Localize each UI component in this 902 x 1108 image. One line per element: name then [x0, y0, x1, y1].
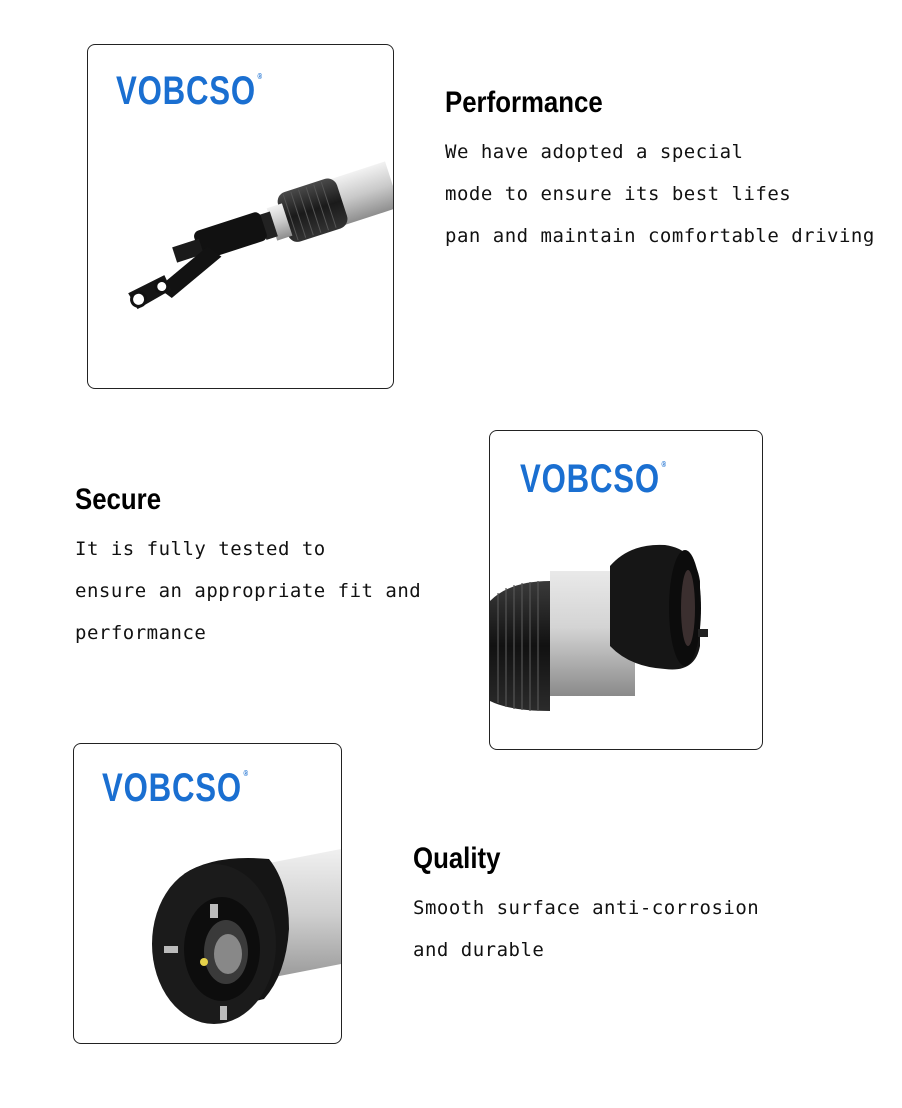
brand-logo: VOBCSO ®: [520, 457, 667, 501]
product-image-card-1: [87, 44, 394, 389]
quality-text-line-2: and durable: [413, 939, 545, 961]
air-strut-image-2: [490, 431, 762, 749]
product-image-card-3: [73, 743, 342, 1044]
performance-text-line-2: mode to ensure its best lifes: [445, 183, 792, 205]
air-strut-image-3: [74, 744, 341, 1043]
section-heading-quality: Quality: [413, 842, 501, 875]
secure-text-line-3: performance: [75, 622, 207, 644]
brand-logo: VOBCSO ®: [116, 69, 263, 113]
secure-text-line-2: ensure an appropriate fit and: [75, 580, 422, 602]
performance-text-line-3: pan and maintain comfortable driving: [445, 225, 875, 247]
brand-logo: VOBCSO ®: [102, 766, 249, 810]
section-heading-secure: Secure: [75, 483, 162, 516]
section-heading-performance: Performance: [445, 86, 603, 119]
performance-text-line-1: We have adopted a special: [445, 141, 744, 163]
secure-text-line-1: It is fully tested to: [75, 538, 326, 560]
quality-text-line-1: Smooth surface anti-corrosion: [413, 897, 760, 919]
product-image-card-2: [489, 430, 763, 750]
air-strut-image-1: [88, 45, 393, 388]
